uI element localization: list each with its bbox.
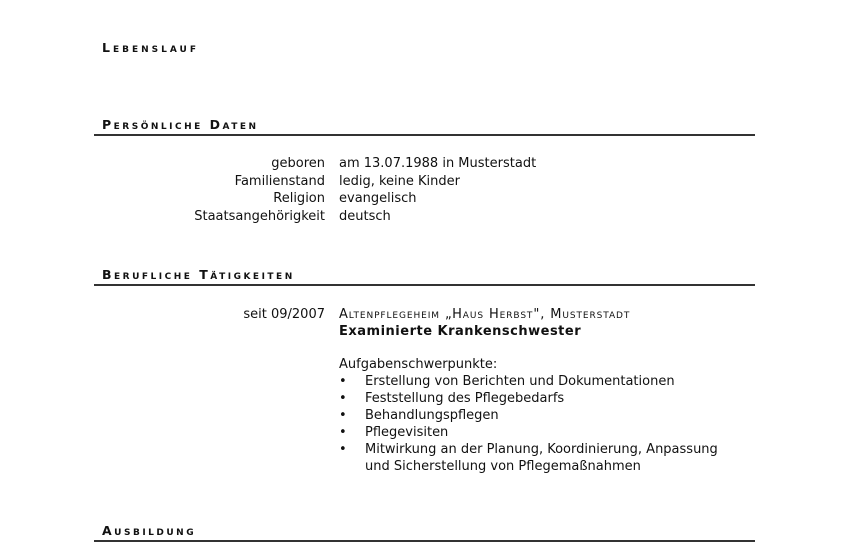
- personal-row-marital-status: [94, 173, 755, 191]
- personal-row-religion: [94, 190, 755, 208]
- personal-row-nationality: [94, 208, 755, 226]
- section-heading-work: Berufliche Tätigkeiten: [94, 266, 755, 286]
- job-details: [339, 306, 739, 475]
- task-item: • Mitwirkung an der Planung, Koordinierung, Anpassung und Sicherstellung von Pflegemaßnahmen: [339, 441, 739, 475]
- job-position: Examinierte Krankenschwester: [339, 324, 582, 339]
- task-item: • Pflegevisiten: [339, 424, 739, 441]
- task-item: • Erstellung von Berichten und Dokumentationen: [339, 373, 739, 390]
- job-entry: [94, 306, 755, 475]
- row-value: am 13.07.1988 in Musterstadt: [339, 156, 537, 171]
- section-education: [94, 522, 755, 542]
- job-period: seit 09/2007: [243, 307, 325, 322]
- row-value: deutsch: [339, 208, 391, 224]
- job-employer: Altenpflegeheim „Haus Herbst", Musterstadt: [339, 307, 631, 322]
- task-list: [339, 373, 739, 475]
- document-title: Lebenslauf: [102, 40, 200, 55]
- task-item: • Behandlungspflegen: [339, 407, 739, 424]
- row-label: Religion: [273, 191, 325, 206]
- tasks-heading: Aufgabenschwerpunkte:: [339, 357, 498, 372]
- row-label: Staatsangehörigkeit: [194, 208, 325, 224]
- section-personal-data: [94, 116, 755, 225]
- row-value: ledig, keine Kinder: [339, 173, 461, 189]
- section-heading-personal: Persönliche Daten: [94, 116, 755, 136]
- section-heading-education: Ausbildung: [94, 522, 755, 542]
- personal-data-list: [94, 155, 755, 225]
- row-label: Familienstand: [234, 173, 325, 189]
- personal-row-birth: [94, 155, 755, 173]
- task-item: • Feststellung des Pflegebedarfs: [339, 390, 739, 407]
- section-work-experience: [94, 266, 755, 475]
- row-value: evangelisch: [339, 191, 417, 206]
- row-label: geboren: [271, 156, 325, 171]
